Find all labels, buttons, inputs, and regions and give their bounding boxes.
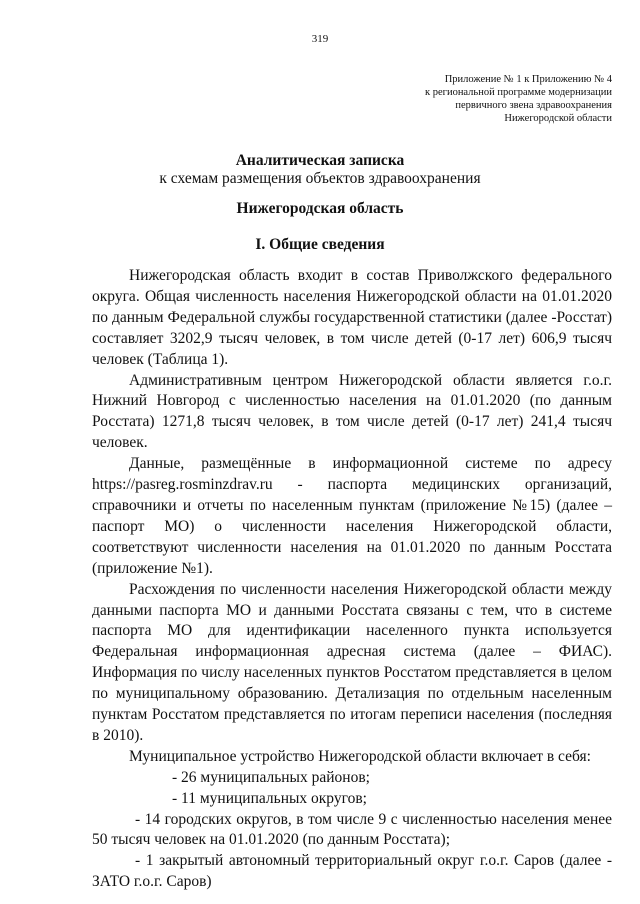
paragraph: Расхождения по численности населения Нижегородской области между данными паспорта МО и данными Росстата связаны с тем, что в системе паспорта МО для идентификации населенного пункта используется Федеральная информационная адресная система (далее – ФИАС). Информация по числу населенных пунктов Росстатом представляется в целом по муниципальному образованию. Детализация по отдельным населенным пунктам Росстатом представляется по итогам переписи населения (последняя в 2010). (92, 580, 612, 744)
appendix-line: к региональной программе модернизации (425, 87, 612, 98)
paragraph: Нижегородская область входит в состав Приволжского федерального округа. Общая численность населения Нижегородской области на 01.01.2020 по данным Федеральной службы государственной статистики (далее -Росстат) составляет 3202,9 тысяч человек, в том числе детей (0-17 лет) 606,9 тысяч человек (Таблица 1). (92, 267, 612, 368)
list-item: - 14 городских округов, в том числе 9 с численностью населения менее 50 тысяч человек на 01.01.2020 (по данным Росстата); (92, 810, 612, 849)
region-heading: Нижегородская область (236, 200, 404, 217)
appendix-note (425, 73, 612, 125)
list-item: - 26 муниципальных районов; (172, 768, 370, 786)
appendix-line: первичного звена здравоохранения (455, 100, 612, 111)
list-item: - 11 муниципальных округов; (172, 789, 367, 807)
list-item: - 1 закрытый автономный территориальный округ г.о.г. Саров (далее - ЗАТО г.о.г. Саров) (92, 852, 612, 891)
paragraph: Данные, размещённые в информационной системе по адресу https://pasreg.rosminzdrav.ru - паспорта медицинских организаций, справочники и отчеты по населенным пунктам (приложение №15) (далее – паспорт МО) о численности населения Нижегородской области, соответствуют численности населения на 01.01.2020 по данным Росстата (приложение №1). (92, 455, 612, 577)
appendix-line: Нижегородской области (504, 113, 612, 124)
page-number: 319 (311, 33, 329, 45)
paragraph: Муниципальное устройство Нижегородской области включает в себя: (129, 747, 591, 765)
appendix-line: Приложение № 1 к Приложению № 4 (444, 74, 612, 85)
document-body (92, 266, 612, 893)
document-subtitle: к схемам размещения объектов здравоохранения (159, 170, 481, 187)
document-title: Аналитическая записка (235, 152, 405, 169)
section-heading: I. Общие сведения (255, 236, 385, 253)
paragraph: Административным центром Нижегородской области является г.о.г. Нижний Новгород с численностью населения на 01.01.2020 (по данным Росстата) 1271,8 тысяч человек, в том числе детей (0-17 лет) 241,4 тысяч человек. (92, 371, 612, 452)
